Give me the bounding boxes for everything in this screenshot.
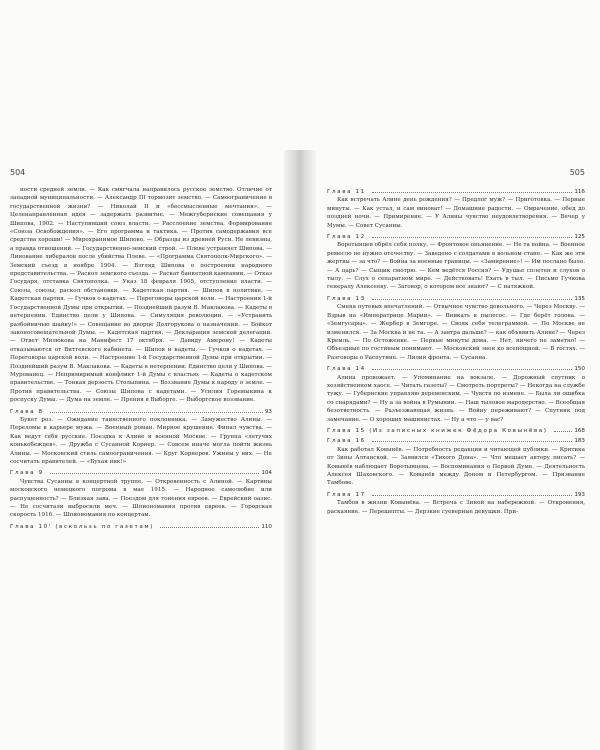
chapter-page: 193 xyxy=(574,491,585,498)
dot-leader xyxy=(554,431,573,432)
chapter-heading xyxy=(10,523,272,531)
chapter-summary: Как работал Ковынёв. — Потребность редакции и читающей публики. — Критика от Зины Алтанской. — Заявился «Тихого Дона». — Что мешает автору писать? — Ковынёв наблюдает Воротынцева. — Воспоминания о Первой Думе. — Деятельность Алексея Шаховского. — Ковынёв между Доном и Петербургом. — Призвание Тамбове. xyxy=(327,446,585,487)
book-gutter xyxy=(284,150,316,750)
chapter-label: Глава 10' (вскользь по газетам) xyxy=(10,523,154,530)
intro-paragraph: ности средней земли. — Как смягчала направилось русское земство. Отличие от западной муниципальности. — Александр III тормозит земство. — Самоограничение в государственной жизни? — Николай II и «бессмысленные мечтания». — Целенаправленная идея — задержать развитие. — Межгубернские совещания у Шипова, 1902. — Наступивший союз власти. — Расслоение земства. Формирование «Союза Освобождения». — Его программа и тактика. — Против самодержавия все средства хороши! — Мирохранимое Шипово. — Образцы из древней Руси. Не левизны, а правда отношений. — Государственно-земский строй. — Плеве устраняет Шипова. — Линование либералов после убийства Плеве. — «Программа Святополк-Мирского». — Земский съезд в ноябре 1904. — Взгляд Шипова о построении народного представительства. — Раскол земского съезда. — Раскат банкетной кампании. — Отказ Государя, отставка Святополка. — Указ 18 февраля 1905, отступление власти. — Союзы, союзы, раскол обстановки. — Кадетская партия. — Шипов в политике. — Кадетская партия. — Гучков о кадетах. — Переговоры царской воли. — Настроения 1-й Государственной Думы при открытии. — Позднейший разум В. Маклакова. — Кадеты в нетерпении. Единство цели у Шипова. — Симуляция революции. — «Устранить разбойничью шайку!» — Совещание во дворце Долгорукова о назначении. — Бойкот законосовещательной Думы. — Кадетская партия. — Декларация земской делегации. — Ответ Милюкова на Манифест 17 октября. — Давиду Амерону! — Кадеты отказываются от Виттевского кабинета. — Шипов и кадеты. — Гучков о кадетах. — Переговоры царской воли. — Настроение 1-й Государственной Думы при открытии. — Позднейший разум В. Маклакова. — Кадеты в нетерпении. Единство цели у Шипова. — Мурованец. — Непримиримый конфликт 1-й Думы с властью. — Кадеты о кадетском правительстве. — Тонкая дерзость Столыпина. — Воззвание Думы к народу о земле. — Против правительства. — Союзы Шипова с кадетами. — Усилия Горемыкина к роспуску Думы. — Дума на земле. — Прения в Выборге. — Выборгское воззвание. xyxy=(10,187,272,404)
page-number-right: 505 xyxy=(569,168,585,177)
chapter-page: 116 xyxy=(574,189,585,195)
dot-leader xyxy=(160,527,259,528)
chapter-label: Глава 15 (Из записных книжек Фёдора Ковынёва) xyxy=(327,427,548,434)
chapter-summary: Как встречать Алине день рождения? — Предлог муж? — Приготовка. — Первые минуты. — Как устал, и сам виноват! — Домашние радости. — Омрачение, обед до поздней ночи. — Примирение. — У Алины чувство неудовлетворения. — Вечер у Мумы. — Совет Сусанны. xyxy=(327,197,585,229)
chapter-summary: Смена путевых впечатлений. — Отвычное чувство довольного. — Через Москву. — Взрыв на «Императрице Марии». — Вникать в пылесос. — Где берёт голова. — «Земгусары». — Жербер в Земгоре. — Свояк себя телеграммой. — По Москве не изменился. — За Москва и не та. — А завтра дальше? — как объявить Алине? — Через Кремль. — По Остоженке. — Первые минуты дома. — Нет, ничего не заметно! — Объездные по гостиным понимают. — Московский звон ко всенощной. — В гостях. — Разговоры о Распутине. — Лилии фронта. — Сусанна. xyxy=(327,304,585,361)
chapter-heading xyxy=(327,295,585,303)
chapter-heading xyxy=(327,427,585,435)
chapter-heading xyxy=(327,365,585,373)
chapter-page: 168 xyxy=(574,427,585,434)
left-page-text xyxy=(10,186,272,531)
chapter-page: 125 xyxy=(574,234,585,241)
chapter-heading xyxy=(327,491,585,499)
chapter-summary: Тамбов в жизни Ковынёва. — Встреча с Зиной на набережной. — Откровения, раскаяние. — Перешепты. — Дерзкие суеверные девушки. При- xyxy=(327,500,585,515)
chapter-label: Глава 8 xyxy=(10,408,44,415)
chapter-heading xyxy=(327,188,585,196)
chapter-label: Глава 12 xyxy=(327,234,366,241)
chapter-heading xyxy=(327,233,585,241)
chapter-summary: Чувства Сусанны в концертной труппе. — Откровенность с Алиной. — Картины московского немецкого погрома в мае 1915. — Народное самолюбие или распущенность? — Близкая зава. — Поездом для гонения евреев. — Еврейский оазис. — Не сосчитали выбросили меч. — Шпиономания против евреев. — Городская скорость 1916. — Шпиономания по концертам. xyxy=(10,478,272,519)
chapter-label: Глава 16 xyxy=(327,438,366,445)
right-page xyxy=(327,168,585,728)
dot-leader xyxy=(50,473,260,474)
chapter-page: 104 xyxy=(261,470,272,477)
dot-leader xyxy=(372,192,572,193)
chapter-label: Глава 17 xyxy=(327,491,366,498)
chapter-label: Глава 13 xyxy=(327,295,366,302)
dot-leader xyxy=(50,412,263,413)
dot-leader xyxy=(372,237,572,238)
chapter-page: 135 xyxy=(574,295,585,302)
chapter-heading xyxy=(10,408,272,416)
chapter-summary: Воротынцев обрёл себя полку. — Фронтовое опьянение. — Не та война. — Военное ремесло не нужно отечеству. — Заведено с солдатами в вольном стане. — Как же эти жертвы — за что? — Война за военные границы. — «Замирение»! — Им послано было. — А царь? — Сыщик смотрю. — Кем ведётся Россия? — Удушье сплетен и слухов о тылу. — Слух о сепаратном мире. — Действовать! Ехать в тыл. — Письмо Гучкова генералу Алексееву. — Заговор, о котором все знают? — С натяжкой. xyxy=(327,242,585,291)
chapter-page: 150 xyxy=(574,366,585,373)
page-number-left: 504 xyxy=(10,168,26,177)
dot-leader xyxy=(372,441,572,442)
chapter-heading xyxy=(10,469,272,477)
chapter-page: 183 xyxy=(574,438,585,445)
chapter-label: Глава 11 xyxy=(327,189,366,195)
chapter-label: Глава 9 xyxy=(10,470,44,477)
chapter-page: 93 xyxy=(264,408,272,415)
dot-leader xyxy=(372,369,572,370)
chapter-label: Глава 14 xyxy=(327,366,366,373)
dot-leader xyxy=(372,495,572,496)
left-page xyxy=(10,168,272,728)
chapter-summary: Алина провожает. — Упоминание на вокзале. — Дорожный спутник о хозяйственном хаосе. — Читать газеты? — Смотреть портреты? — Некогда на службе тужу. — Губернские управляю деревенским. — Чувств по измене. — Была ли ошибка со снарядами? — Ну а за война в Румынии. — Наш тыловое мародерство. — Всеобщая безответность. — Разъезжающая жизнь. — Войну переживают? — Спутник под замечание. — О хороших машинистах. — Ну а что — у вас? xyxy=(327,374,585,423)
chapter-page: 110 xyxy=(261,523,272,530)
right-page-text xyxy=(327,186,585,519)
chapter-summary: Букет роз. — Ожидание таинственного поклонника. — Замужество Алины. — Переломы в карьере мужа. — Военный роман. Мирное крушение. Финал чувства. — Как ведут себя русские. Поездка к Алине и военной Москве. — Группа «летучих конькобежцев». — Дружба с Сусанной Корнер. — Совсем иначе могла пойти жизнь Алины. — Московский стиль самоограничения. — Круг Корнеров. Ужины у них. — Не сосчитать правителей. — «Бухая ник!» xyxy=(10,416,272,465)
dot-leader xyxy=(372,299,572,300)
chapter-heading xyxy=(327,437,585,445)
